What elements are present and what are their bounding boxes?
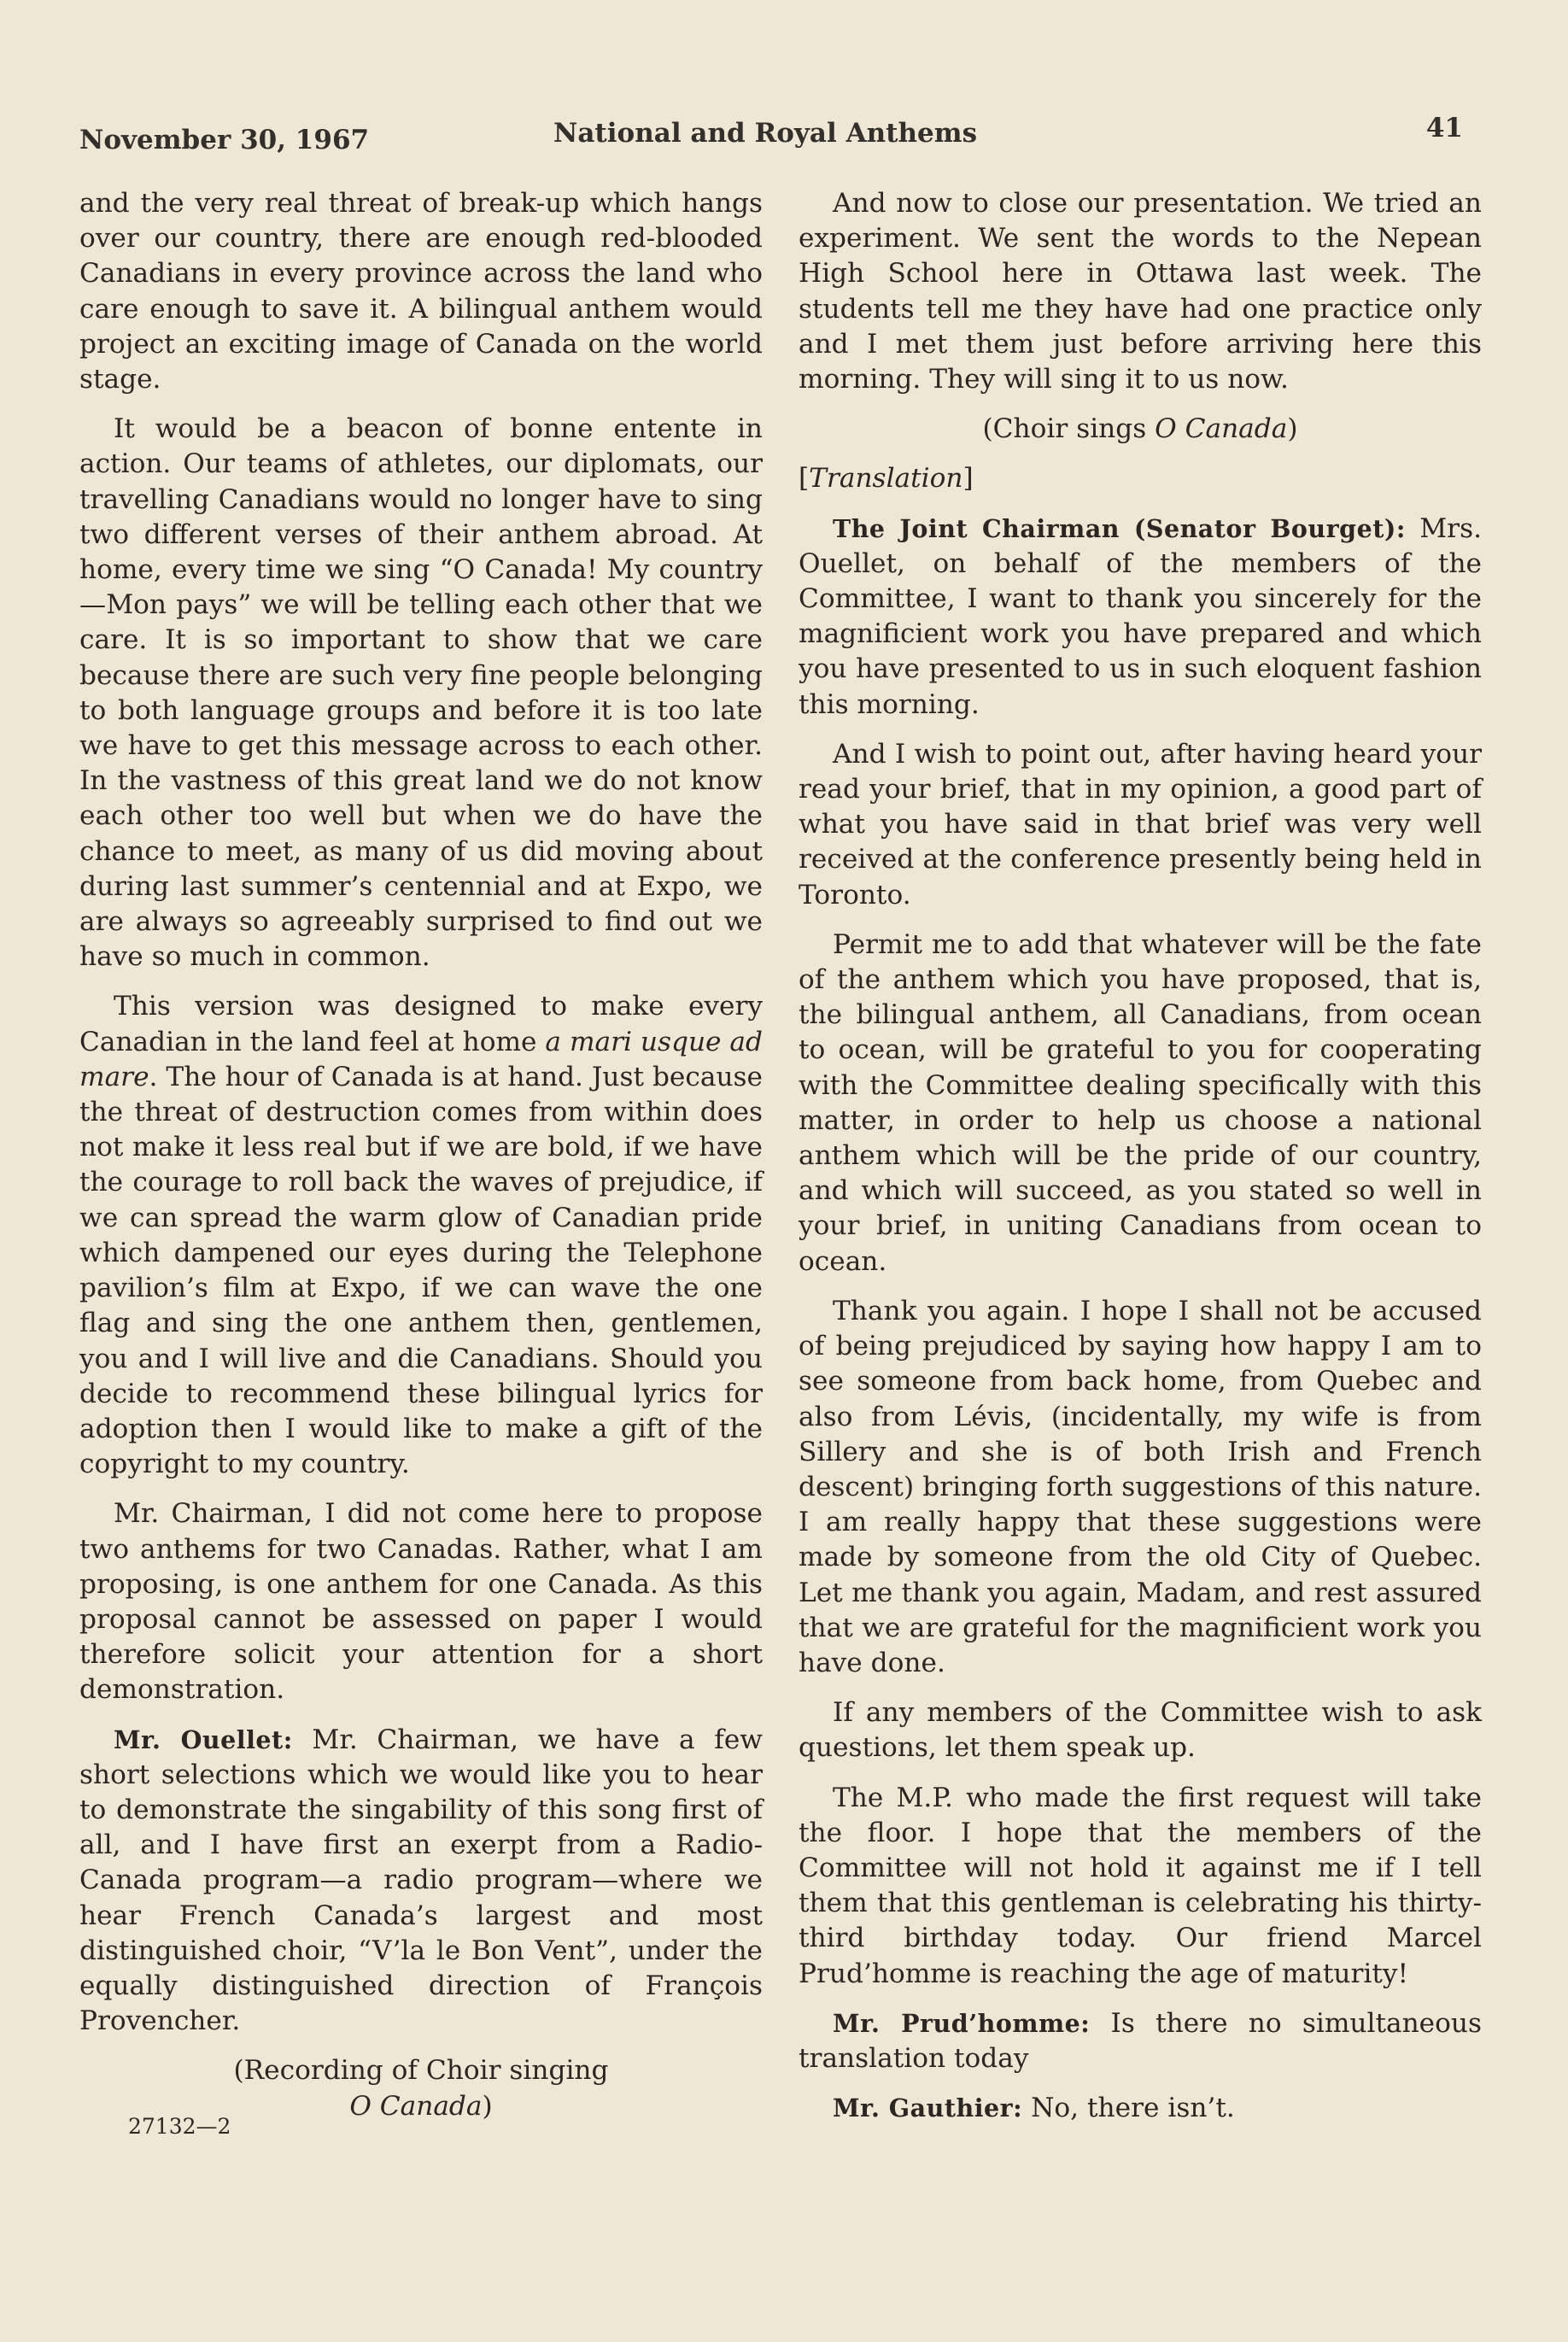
page-header bbox=[79, 113, 1482, 164]
paragraph: And now to close our presentation. We tried an experiment. We sent the words to the Nepean High School here in Ottawa last week. The students tell me they have had one practice only and I met them just before arriving here this morning. They will sing it to us now. bbox=[799, 188, 1482, 395]
stage-direction-close: ) bbox=[1287, 413, 1298, 445]
speaker-name: The Joint Chairman (Senator Bourget): bbox=[833, 513, 1406, 543]
speaker-paragraph bbox=[799, 2091, 1482, 2126]
speech-text: Is there no simultaneous translation today bbox=[799, 2007, 1482, 2074]
header-date: November 30, 1967 bbox=[79, 125, 370, 155]
paragraph: If any members of the Committee wish to ask questions, let them speak up. bbox=[799, 1697, 1482, 1764]
anthem-title: O Canada bbox=[1155, 413, 1288, 445]
latin-motto: a mari usque ad mare bbox=[79, 1026, 763, 1092]
header-title: National and Royal Anthems bbox=[553, 118, 978, 149]
paragraph-text: This version was designed to make every Canadian in the land feel at home bbox=[79, 991, 763, 1057]
stage-direction bbox=[799, 412, 1482, 447]
right-column bbox=[799, 186, 1482, 2140]
stage-direction-close: ) bbox=[482, 2090, 493, 2122]
paragraph: and the very real threat of break-up which hangs over our country, there are enough red-blooded Canadians in every province across the land who care enough to save it. A bilingual anthem would project an exciting image of Canada on the world stage. bbox=[79, 188, 763, 395]
left-column bbox=[79, 186, 763, 2139]
footer-code: 27132—2 bbox=[128, 2114, 231, 2139]
anthem-title: O Canada bbox=[349, 2090, 483, 2122]
speaker-name: Mr. Prud’homme: bbox=[833, 2008, 1091, 2038]
speech-text: Mrs. Ouellet, on behalf of the members of the Committee, I want to thank you sincerely for the magnificient work you have prepared and which you have presented to us in such eloquent fashion this morning. bbox=[799, 512, 1482, 720]
speech-text: No, there isn’t. bbox=[1022, 2093, 1235, 2124]
paragraph: Thank you again. I hope I shall not be accused of being prejudiced by saying how happy I am to see someone from back home, from Quebec and also from Lévis, (incidentally, my wife is from Sillery and she is of both Irish and French descent) bringing forth suggestions of this nature. I am really happy that these suggestions were made by someone from the old City of Quebec. Let me thank you again, Madam, and rest assured that we are grateful for the magnificient work you have done. bbox=[799, 1295, 1482, 1678]
speech-text: Mr. Chairman, we have a few short selections which we would like you to hear to demonstrate the singability of this song first of all, and I have first an exerpt from a Radio-Canada program—a radio program—where we hear French Canada’s largest and most distinguished choir, “V’la le Bon Vent”, under the equally distinguished direction of François Provencher. bbox=[79, 1724, 763, 2037]
bracket-close: ] bbox=[962, 463, 974, 495]
speaker-paragraph bbox=[799, 2006, 1482, 2076]
paragraph-text: . The hour of Canada is at hand. Just because the threat of destruction comes from within does not make it less real but if we are bold, if we have the courage to roll back the waves of prejudice, if we can spread the warm glow of Canadian pride which dampened our eyes during the Telephone pavilion’s film at Expo, if we can wave the one flag and sing the one anthem then, gentlemen, you and I will live and die Canadians. Should you decide to recommend these bilingual lyrics for adoption then I would like to make a gift of the copyright to my country. bbox=[79, 1061, 763, 1480]
paragraph: The M.P. who made the first request will take the floor. I hope that the members of the Committee will not hold it against me if I tell them that this gentleman is celebrating his thirty-third birthday today. Our friend Marcel Prud’homme is reaching the age of maturity! bbox=[799, 1782, 1482, 1989]
speaker-paragraph bbox=[799, 512, 1482, 723]
speaker-name: Mr. Ouellet: bbox=[114, 1724, 293, 1754]
speaker-paragraph bbox=[79, 1723, 763, 2040]
stage-direction-text: (Recording of Choir singing bbox=[233, 2055, 609, 2087]
paragraph: Permit me to add that whatever will be the fate of the anthem which you have proposed, that is, the bilingual anthem, all Canadians, from ocean to ocean, will be grateful to you for cooperating with the Committee dealing specifically with this matter, in order to help us choose a national anthem which will be the pride of our country, and which will succeed, as you stated so well in your brief, in uniting Canadians from ocean to ocean. bbox=[799, 928, 1482, 1277]
paragraph: It would be a beacon of bonne entente in action. Our teams of athletes, our diplomats, our travelling Canadians would no longer have to sing two different verses of their anthem abroad. At home, every time we sing “O Canada! My country—Mon pays” we will be telling each other that we care. It is so important to show that we care because there are such very fine people belonging to both language groups and before it is too late we have to get this message across to each other. In the vastness of this great land we do not know each other too well but when we do have the chance to meet, as many of us did moving about during last summer’s centennial and at Expo, we are always so agreeably surprised to find out we have so much in common. bbox=[79, 413, 763, 973]
paragraph bbox=[79, 989, 763, 1482]
stage-direction-text: (Choir sings bbox=[982, 413, 1156, 445]
speaker-name: Mr. Gauthier: bbox=[833, 2093, 1023, 2123]
page-number: 41 bbox=[1425, 113, 1463, 143]
translation-label: Translation bbox=[809, 463, 963, 495]
translation-note bbox=[799, 461, 1482, 496]
bracket-open: [ bbox=[799, 463, 810, 495]
paragraph: Mr. Chairman, I did not come here to propose two anthems for two Canadas. Rather, what I am proposing, is one anthem for one Canada. As this proposal cannot be assessed on paper I would therefore solicit your attention for a short demonstration. bbox=[79, 1498, 763, 1706]
paragraph: And I wish to point out, after having heard your read your brief, that in my opinion, a good part of what you have said in that brief was very well received at the conference presently being held in Toronto. bbox=[799, 738, 1482, 910]
